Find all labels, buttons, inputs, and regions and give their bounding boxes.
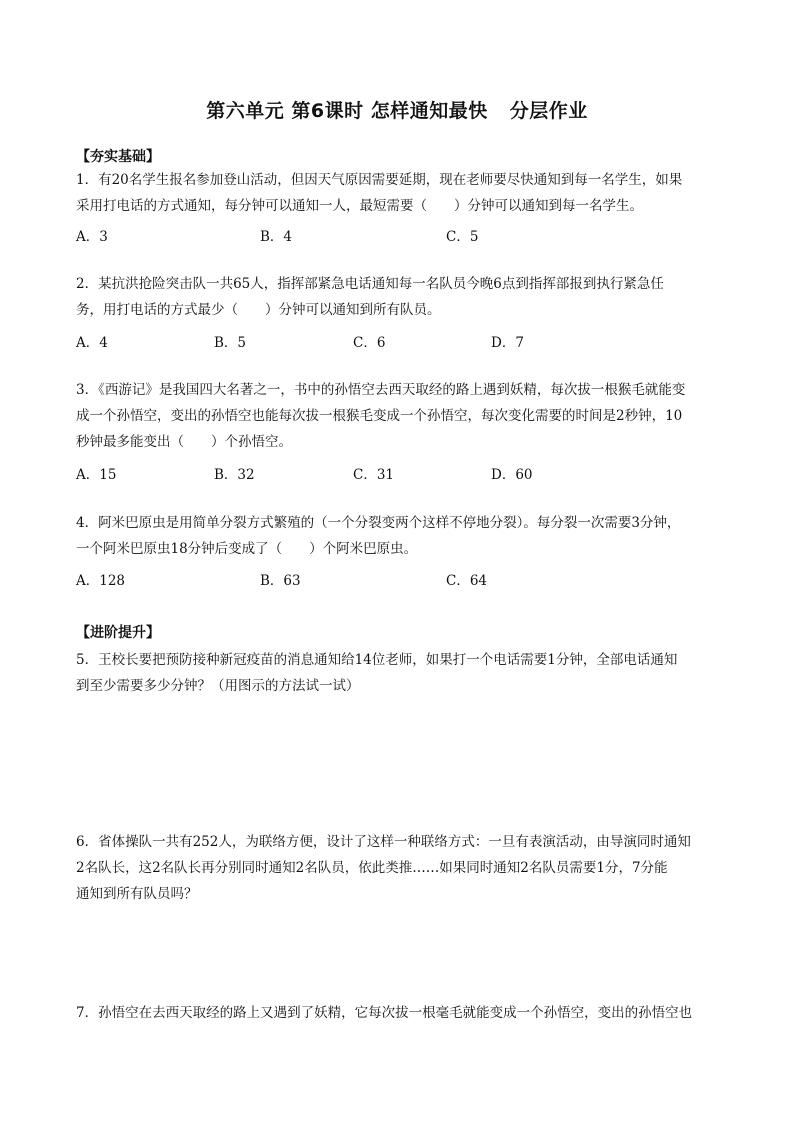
- title-main: 第六单元 第6课时 怎样通知最快: [206, 100, 488, 122]
- option-a[interactable]: A．4: [76, 335, 108, 351]
- question-1-line-1: 1．有20名学生报名参加登山活动，但因天气原因需要延期，现在老师要尽快通知到每一名学生，如果: [76, 172, 683, 188]
- title-sub: 分层作业: [509, 100, 588, 122]
- question-2: [76, 271, 716, 323]
- option-b[interactable]: B．5: [214, 335, 247, 351]
- option-c[interactable]: C．64: [446, 573, 488, 589]
- question-1: [76, 167, 716, 219]
- option-a[interactable]: A．15: [76, 467, 117, 483]
- question-6-line-3: 通知到所有队员吗？: [76, 886, 198, 902]
- question-4-line-2: 一个阿米巴原虫18分钟后变成了（ ）个阿米巴原虫。: [76, 541, 418, 557]
- question-3-line-2: 成一个孙悟空，变出的孙悟空也能每次拔一根猴毛变成一个孙悟空，每次变化需要的时间是2秒钟，10: [76, 408, 683, 424]
- question-3: [76, 377, 716, 455]
- page-title: [0, 96, 794, 123]
- question-5-line-1: 5．王校长要把预防接种新冠疫苗的消息通知给14位老师，如果打一个电话需要1分钟，全部电话通知: [76, 652, 678, 668]
- question-4: [76, 510, 716, 562]
- question-7: [76, 1000, 716, 1026]
- option-d[interactable]: D．7: [491, 335, 524, 351]
- option-c[interactable]: C．5: [446, 229, 479, 245]
- option-b[interactable]: B．4: [260, 229, 293, 245]
- option-c[interactable]: C．6: [353, 335, 386, 351]
- question-3-line-1: 3．《西游记》是我国四大名著之一，书中的孙悟空去西天取经的路上遇到妖精，每次拔一根猴毛就能变: [76, 382, 686, 398]
- question-6-line-2: 2名队长，这2名队长再分别同时通知2名队员，依此类推……如果同时通知2名队员需要1分，7分能: [76, 860, 668, 876]
- question-2-line-1: 2．某抗洪抢险突击队一共65人，指挥部紧急电话通知每一名队员今晚6点到指挥部报到执行紧急任: [76, 276, 664, 292]
- question-7-line-1: 7．孙悟空在去西天取经的路上又遇到了妖精，它每次拔一根毫毛就能变成一个孙悟空，变出的孙悟空也: [76, 1005, 693, 1021]
- question-2-options: [76, 331, 716, 351]
- question-2-line-2: 务，用打电话的方式最少（ ）分钟可以通知到所有队员。: [76, 302, 441, 318]
- question-5-line-2: 到至少需要多少分钟？（用图示的方法试一试）: [76, 678, 360, 694]
- question-1-options: [76, 225, 716, 245]
- question-3-line-3: 秒钟最多能变出（ ）个孙悟空。: [76, 434, 292, 450]
- section-heading-advanced: 【进阶提升】: [76, 625, 160, 641]
- option-c[interactable]: C．31: [353, 467, 395, 483]
- section-heading-basic: 【夯实基础】: [76, 149, 160, 165]
- option-b[interactable]: B．32: [214, 467, 255, 483]
- option-a[interactable]: A．128: [76, 573, 126, 589]
- question-1-line-2: 采用打电话的方式通知，每分钟可以通知一人，最短需要（ ）分钟可以通知到每一名学生。: [76, 198, 643, 214]
- question-4-line-1: 4．阿米巴原虫是用简单分裂方式繁殖的（一个分裂变两个这样不停地分裂）。每分裂一次需要3分钟，: [76, 515, 681, 531]
- question-5: [76, 647, 716, 699]
- option-d[interactable]: D．60: [491, 467, 533, 483]
- question-3-options: [76, 463, 716, 483]
- question-4-options: [76, 569, 716, 589]
- option-b[interactable]: B．63: [260, 573, 301, 589]
- question-6-line-1: 6．省体操队一共有252人，为联络方便，设计了这样一种联络方式：一旦有表演活动，由导演同时通知: [76, 834, 691, 850]
- option-a[interactable]: A．3: [76, 229, 108, 245]
- question-6: [76, 829, 716, 907]
